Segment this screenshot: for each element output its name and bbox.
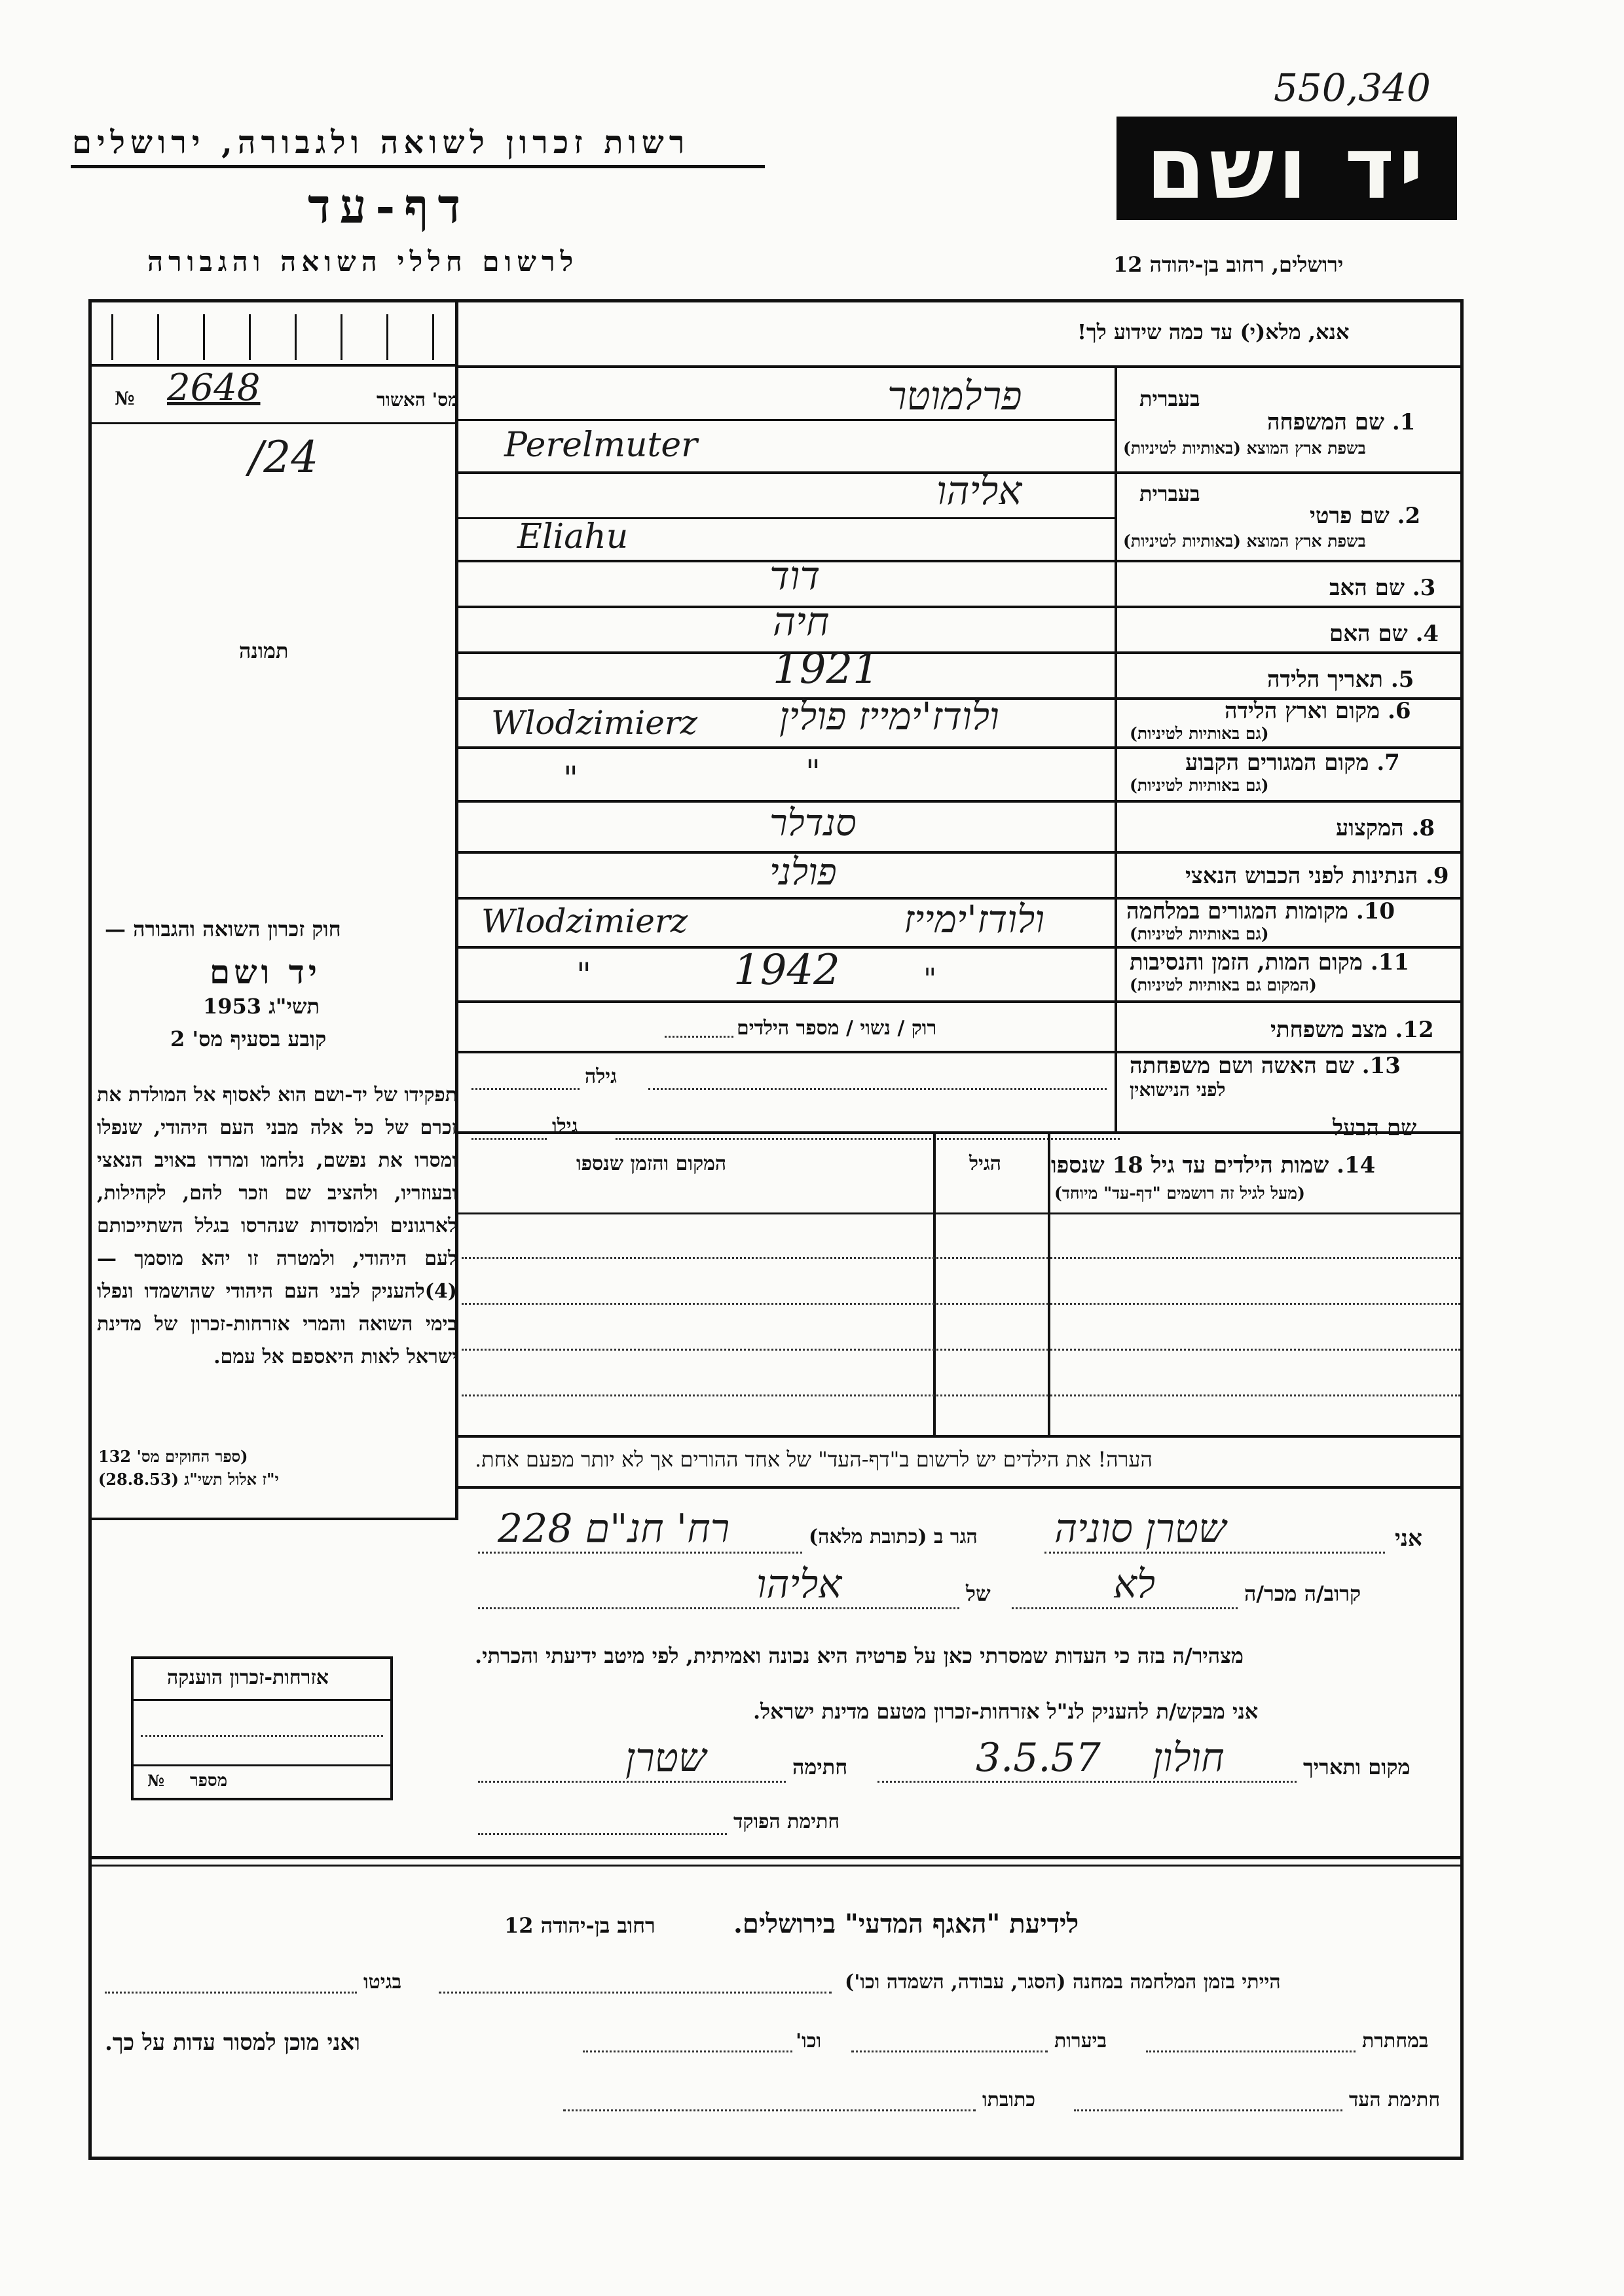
field-6-latin: Wlodzimierz — [491, 704, 698, 742]
children-col-divider-2 — [933, 1134, 936, 1435]
field-2-hebrew: אליהו — [936, 468, 1022, 514]
request-text: אני מבקש/ת להעניק לנ"ל אזרחות-זכרון מטעם מדינת ישראל. — [753, 1699, 1259, 1724]
field-10-latin: Wlodzimierz — [481, 902, 688, 940]
approval-number-2: /24 — [249, 432, 319, 483]
declarant-name: שטרן סוניה — [1054, 1506, 1227, 1552]
declarant-of: של — [966, 1581, 991, 1606]
field-1-sub: בשפת ארץ המוצא (באותיות לטיניות) — [1123, 439, 1366, 458]
field-3-value: דוד — [769, 553, 821, 599]
date-value: 3.5.57 — [976, 1735, 1101, 1781]
declarant-relative: קרוב/ה מכר/ה — [1244, 1581, 1361, 1606]
field-13-age: גילה — [585, 1065, 618, 1088]
field-1-label: 1. שם המשפחה — [1267, 409, 1416, 435]
declaration-text: מצהיר/ה בזה כי העדות שמסרתי כאן על פרטיה היא נכונה ואמיתית, לפי מיטב ידיעתי והכרתי. — [475, 1643, 1244, 1668]
note-text: הערה! את הילדים יש לרשום ב"דף-העד" של אחד ההורים אך לא יותר מפעם אחת. — [475, 1447, 1153, 1472]
approval-ticks — [105, 314, 445, 360]
law-name: יד ושם — [210, 953, 321, 991]
declarant-resides: הגר ב (כתובת מלאה) — [809, 1525, 978, 1548]
field-1-hebrew: פרלמוטר — [887, 373, 1022, 419]
place-value: חולון — [1153, 1735, 1225, 1781]
law-year: תשי"ג 1953 — [203, 994, 320, 1019]
field-11-value-b: " — [923, 962, 937, 996]
field-1-latin: Perelmuter — [504, 426, 698, 465]
law-source-2: י"ז אלול תשי"ג (28.8.53) — [98, 1470, 279, 1489]
field-7-sub: (גם באותיות לטיניות) — [1130, 776, 1269, 795]
label-column-divider — [1115, 368, 1117, 1134]
bottom-line3a: חתימת העד — [1349, 2088, 1441, 2111]
photo-label: תמונה — [239, 638, 289, 663]
signature-value: שטרן — [625, 1735, 707, 1781]
field-8-value: סנדלר — [769, 802, 857, 845]
bottom-line2a: במחתרת — [1362, 2030, 1429, 2052]
field-3-label: 3. שם האב — [1329, 575, 1436, 601]
declarant-address: רח' חנ"ם 228 — [498, 1506, 730, 1552]
field-9-label: 9. הנתינות לפני הכבוש הנאצי — [1185, 863, 1449, 889]
field-2-latin: Eliahu — [517, 517, 629, 556]
field-husband-age: גילו — [552, 1115, 578, 1138]
approval-top-line — [92, 364, 456, 367]
place-date-label: מקום ותאריך — [1303, 1755, 1411, 1779]
bottom-line2b: ביערות — [1054, 2030, 1107, 2052]
children-col-age: הגיל — [969, 1152, 1002, 1175]
signature-label: חתימה — [792, 1755, 848, 1779]
bottom-line1a: הייתי בזמן המלחמה במחנה (הסגר, עבודה, השמדה וכו') — [845, 1971, 1281, 1994]
bottom-divider-2 — [92, 1865, 1460, 1867]
field-7-value: " — [563, 759, 578, 797]
field-11-value: 1942 — [733, 946, 840, 994]
children-label: 14. שמות הילדים עד גיל 18 שנספו — [1051, 1152, 1376, 1178]
law-title: חוק זכרון השואה והגבורה — — [105, 917, 341, 941]
field-2-label: 2. שם פרטי — [1310, 503, 1421, 529]
declarant-relation: לא — [1113, 1561, 1156, 1607]
law-text: תפקידו של יד-ושם הוא לאסוף אל המולדת את זכרם של כל אלה מבני העם היהודי, שנפלו ומסרו את נפשם, נלחמו ומרדו באויב הנאצי ובעוזריו, ולהציב שם וזכר להם, לקהילות, לארגונים ולמוסדות שנהרסו בגלל השתייכותם לעם היהודי, ולמטרה זו יהא מוסמך — (4)להעניק לבני העם היהודי שהושמדו ונפלו בימי השואה והמרי אזרחות-זכרון של מדינת ישראל לאות היאספם אל עמם. — [97, 1084, 457, 1368]
yad-vashem-logo: יד ושם — [1116, 117, 1457, 220]
children-col-place: המקום והזמן שנספו — [576, 1152, 727, 1175]
authority-line: רשות זכרון לשואה ולגבורה, ירושלים — [72, 124, 690, 161]
authority-underline — [71, 165, 765, 168]
children-col-divider-1 — [1048, 1134, 1050, 1435]
field-8-label: 8. המקצוע — [1336, 815, 1435, 841]
officer-signature-label: חתימת הפוקד — [733, 1810, 840, 1833]
law-source: (ספר החוקים מס' 132 — [98, 1447, 248, 1466]
field-13-label: 13. שם האשה ושם משפחתה — [1130, 1053, 1401, 1079]
approval-label: מס' האשור — [377, 389, 459, 410]
citizenship-number-label: מספר — [190, 1771, 228, 1791]
bottom-line1b: בגיטו — [363, 1971, 402, 1994]
declarant-of-value: אליהו — [756, 1561, 842, 1607]
approval-number: 2648 — [167, 367, 261, 409]
law-clause: קובע בסעיף מס' 2 — [170, 1027, 327, 1051]
bottom-line3b: כתובתו — [982, 2088, 1036, 2111]
in-hebrew-2: בעברית — [1139, 481, 1200, 506]
field-7-value-2: " — [805, 753, 821, 791]
field-10-value: ולודז'ימייז — [904, 897, 1045, 941]
bottom-line2d: ואני מוכן למסור עדות על כך. — [105, 2030, 360, 2056]
bottom-address: רחוב בן-יהודה 12 — [504, 1913, 655, 1938]
bottom-divider-1 — [92, 1856, 1460, 1859]
field-5-label: 5. תאריך הלידה — [1267, 666, 1414, 693]
citizenship-title: אזרחות-זכרון הוענקה — [167, 1666, 329, 1689]
approval-bottom-line — [92, 422, 456, 424]
field-6-value: ולודז'ימייז פולין — [779, 694, 999, 738]
field-5-value: 1921 — [773, 645, 879, 693]
in-hebrew-1: בעברית — [1139, 386, 1200, 411]
field-4-label: 4. שם האם — [1329, 621, 1439, 647]
field-11-label: 11. מקום המות, הזמן והנסיבות — [1130, 949, 1410, 975]
field-10-label: 10. מקומות המגורים במלחמה — [1126, 898, 1395, 924]
field-7-label: 7. מקום המגורים הקבוע — [1185, 750, 1400, 776]
bottom-line2c: וכו' — [796, 2030, 822, 2052]
field-9-value: פולני — [769, 851, 837, 894]
field-6-label: 6. מקום וארץ הלידה — [1225, 698, 1411, 724]
field-husband-label: שם הבעל — [1333, 1115, 1417, 1141]
children-sub: (מעל לגיל זה רושמים "דף-עד" מיוחד) — [1054, 1184, 1305, 1203]
bottom-title: לידיעת "האגף המדעי" בירושלים. — [733, 1908, 1079, 1939]
approval-no: № — [115, 388, 135, 409]
field-12-value: רוק / נשוי / מספר הילדים — [737, 1017, 937, 1040]
intro-underline — [458, 365, 1460, 368]
citizenship-no: № — [147, 1771, 165, 1790]
field-11-value-a: " — [576, 956, 591, 994]
intro-text: אנא, מלא(י) עד כמה שידוע לך! — [1077, 319, 1350, 344]
form-title: דף-עד — [308, 178, 470, 234]
field-11-sub: (המקום גם באותיות לטיניות) — [1130, 975, 1317, 994]
field-12-label: 12. מצב משפחתי — [1270, 1017, 1434, 1043]
form-subtitle: לרשום חללי השואה והגבורה — [147, 246, 579, 278]
archive-number: 550,340 — [1274, 65, 1431, 110]
field-6-sub: (גם באותיות לטיניות) — [1130, 724, 1269, 743]
field-4-value: חיה — [773, 599, 830, 645]
field-10-sub: (גם באותיות לטיניות) — [1130, 924, 1269, 943]
field-13-sub: לפני הנישואין — [1130, 1079, 1226, 1101]
field-2-sub: בשפת ארץ המוצא (באותיות לטיניות) — [1123, 532, 1366, 551]
header-address: ירושלים, רחוב בן-יהודה 12 — [1113, 252, 1344, 277]
declarant-i: אני — [1395, 1525, 1422, 1552]
